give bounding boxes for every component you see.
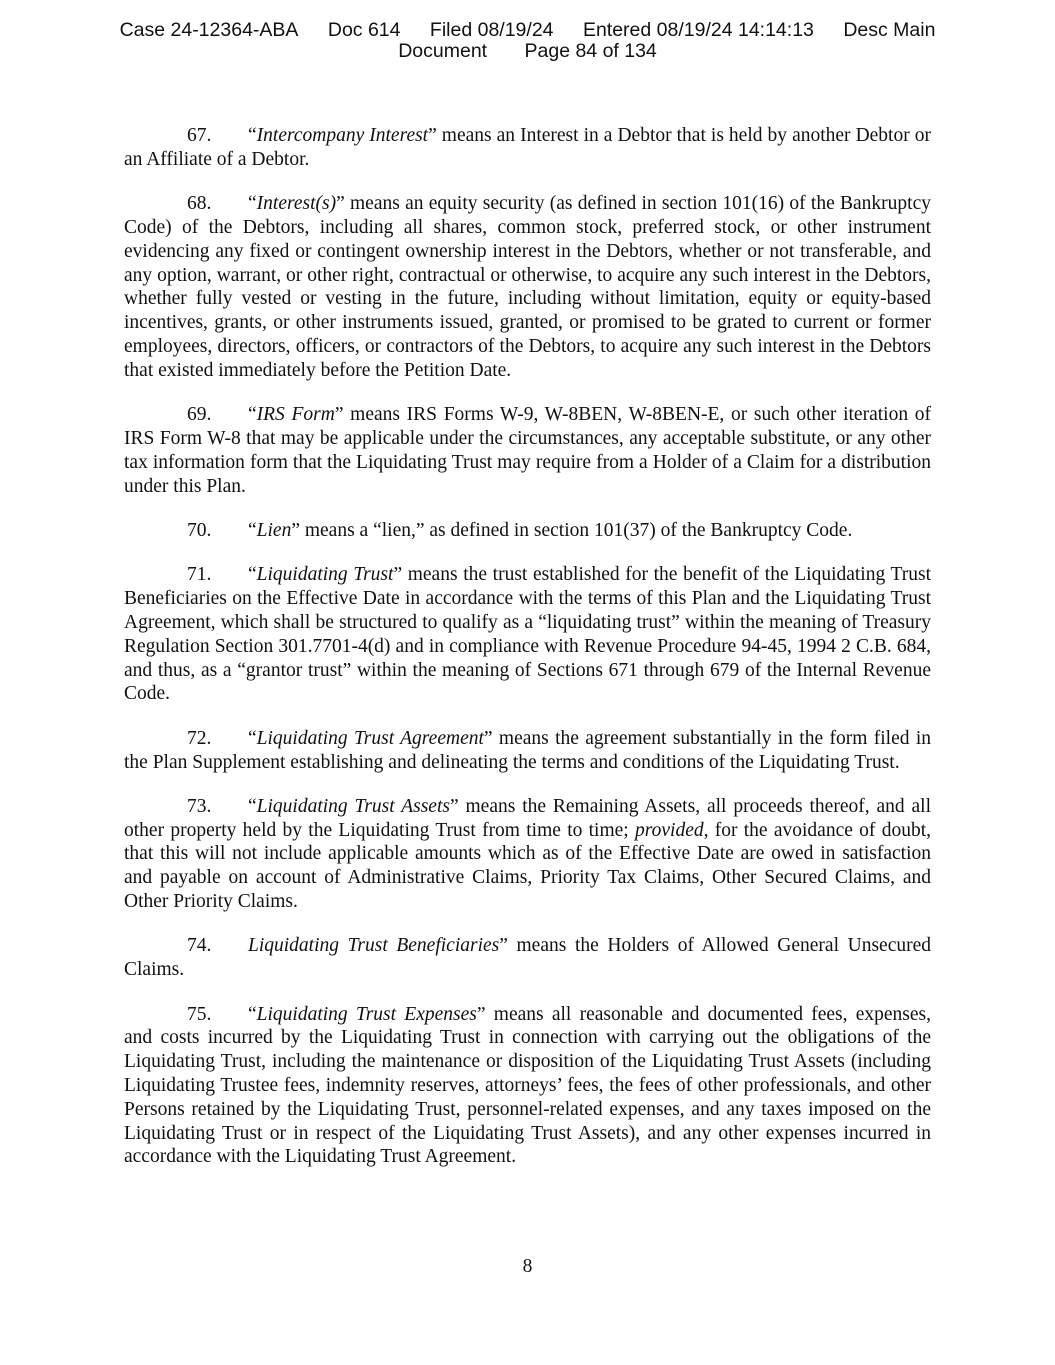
- definition-paragraph: [124, 563, 931, 706]
- defined-term: Lien: [256, 519, 292, 541]
- open-quote: “: [248, 193, 257, 215]
- filed-date: Filed 08/19/24: [429, 19, 554, 41]
- page-of-total: Page 84 of 134: [524, 40, 657, 62]
- open-quote: “: [248, 125, 257, 146]
- defined-term: Liquidating Trust Assets: [256, 795, 450, 817]
- defined-term: Liquidating Trust Beneficiaries: [248, 935, 500, 957]
- definition-text: ” means the Holders of Allowed General Unsecured Claims.: [124, 935, 931, 981]
- definition-paragraph: [124, 403, 931, 498]
- open-quote: “: [248, 727, 257, 749]
- definition-text: ” means a “lien,” as defined in section 101(37) of the Bankruptcy Code.: [291, 519, 853, 541]
- paragraph-number: 72.: [187, 727, 212, 749]
- doc-number: Doc 614: [327, 19, 401, 41]
- filing-header: [0, 20, 1055, 62]
- paragraph-number: 73.: [187, 795, 212, 817]
- definition-paragraph: [124, 192, 931, 382]
- paragraph-number: 69.: [187, 404, 212, 426]
- definition-text: ” means all reasonable and documented fees, expenses, and costs incurred by the Liquidating Trust in connection with carrying out the obligations of the Liquidating Trust, including the maintenance or disposition of the Liquidating Trust Assets (including Liquidating Trustee fees, indemnity reserves, attorneys’ fees, the fees of other professionals, and other Persons retained by the Liquidating Trust, personnel-related expenses, and any taxes imposed on the Liquidating Trust or in respect of the Liquidating Trust Assets), and any other expenses incurred in accordance with the Liquidating Trust Agreement.: [124, 1003, 931, 1168]
- defined-term: Intercompany Interest: [256, 125, 429, 146]
- paragraph-number: 68.: [187, 193, 212, 215]
- open-quote: “: [248, 519, 257, 541]
- definition-paragraph: [124, 519, 931, 543]
- defined-term: IRS Form: [256, 404, 335, 426]
- definition-paragraph: [124, 795, 931, 914]
- definition-text: ” means IRS Forms W-9, W-8BEN, W-8BEN-E, or such other iteration of IRS Form W-8 that may be applicable under the circumstances, any acceptable substitute, or any other tax information form that the Liquidating Trust may require from a Holder of a Claim for a distribution under this Plan.: [124, 404, 932, 497]
- filing-header-line-1: [0, 20, 1055, 41]
- provided-term: provided: [635, 819, 704, 841]
- definition-text: ” means the agreement substantially in the form filed in the Plan Supplement establishing and delineating the terms and conditions of the Liquidating Trust.: [124, 727, 931, 773]
- desc-main: Desc Main: [843, 19, 936, 41]
- entered-date: Entered 08/19/24 14:14:13: [582, 19, 814, 41]
- definition-text: ” means the Remaining Assets, all proceeds thereof, and all other property held by the Liquidating Trust from time to time;: [124, 795, 931, 841]
- open-quote: “: [248, 795, 257, 817]
- definitions-body: [124, 124, 931, 1190]
- definition-paragraph: [124, 124, 931, 172]
- defined-term: Liquidating Trust: [256, 564, 394, 586]
- definition-paragraph: [124, 727, 931, 775]
- paragraph-number: 67.: [187, 125, 212, 146]
- open-quote: “: [248, 1003, 257, 1025]
- open-quote: “: [248, 564, 257, 586]
- case-number: Case 24-12364-ABA: [119, 19, 299, 41]
- definition-text: ” means an equity security (as defined in section 101(16) of the Bankruptcy Code) of the Debtors, including all shares, common stock, preferred stock, or other instrument evidencing any fixed or contingent ownership interest in the Debtors, whether or not transferable, and any option, warrant, or other right, contractual or otherwise, to acquire any such interest in the Debtors, whether fully vested or vesting in the future, including without limitation, equity or equity-based incentives, grants, or other instruments issued, granted, or promised to be grated to current or former employees, directors, officers, or contractors of the Debtors, to acquire any such interest in the Debtors that existed immediately before the Petition Date.: [124, 193, 931, 381]
- defined-term: Liquidating Trust Agreement: [256, 727, 484, 749]
- paragraph-number: 70.: [187, 519, 212, 541]
- paragraph-number: 71.: [187, 564, 212, 586]
- definition-paragraph: [124, 934, 931, 982]
- definition-text: ” means an Interest in a Debtor that is held by another Debtor or an Affiliate of a Debtor.: [124, 125, 931, 170]
- defined-term: Liquidating Trust Expenses: [256, 1003, 477, 1025]
- document-label: Document: [398, 40, 488, 62]
- open-quote: “: [248, 404, 257, 426]
- defined-term: Interest(s): [256, 193, 337, 215]
- paragraph-number: 75.: [187, 1003, 212, 1025]
- page-number: 8: [522, 1256, 533, 1277]
- filing-header-line-2: [0, 41, 1055, 62]
- definition-text: ” means the trust established for the benefit of the Liquidating Trust Beneficiaries on the Effective Date in accordance with the terms of this Plan and the Liquidating Trust Agreement, which shall be structured to qualify as a “liquidating trust” within the meaning of Treasury Regulation Section 301.7701-4(d) and in compliance with Revenue Procedure 94-45, 1994 2 C.B. 684, and thus, as a “grantor trust” within the meaning of Sections 671 through 679 of the Internal Revenue Code.: [124, 564, 931, 705]
- paragraph-number: 74.: [187, 935, 212, 957]
- definition-text-continued: , for the avoidance of doubt, that this will not include applicable amounts which as of the Effective Date are owed in satisfaction and payable on account of Administrative Claims, Priority Tax Claims, Other Secured Claims, and Other Priority Claims.: [124, 819, 931, 913]
- definition-paragraph: [124, 1003, 931, 1170]
